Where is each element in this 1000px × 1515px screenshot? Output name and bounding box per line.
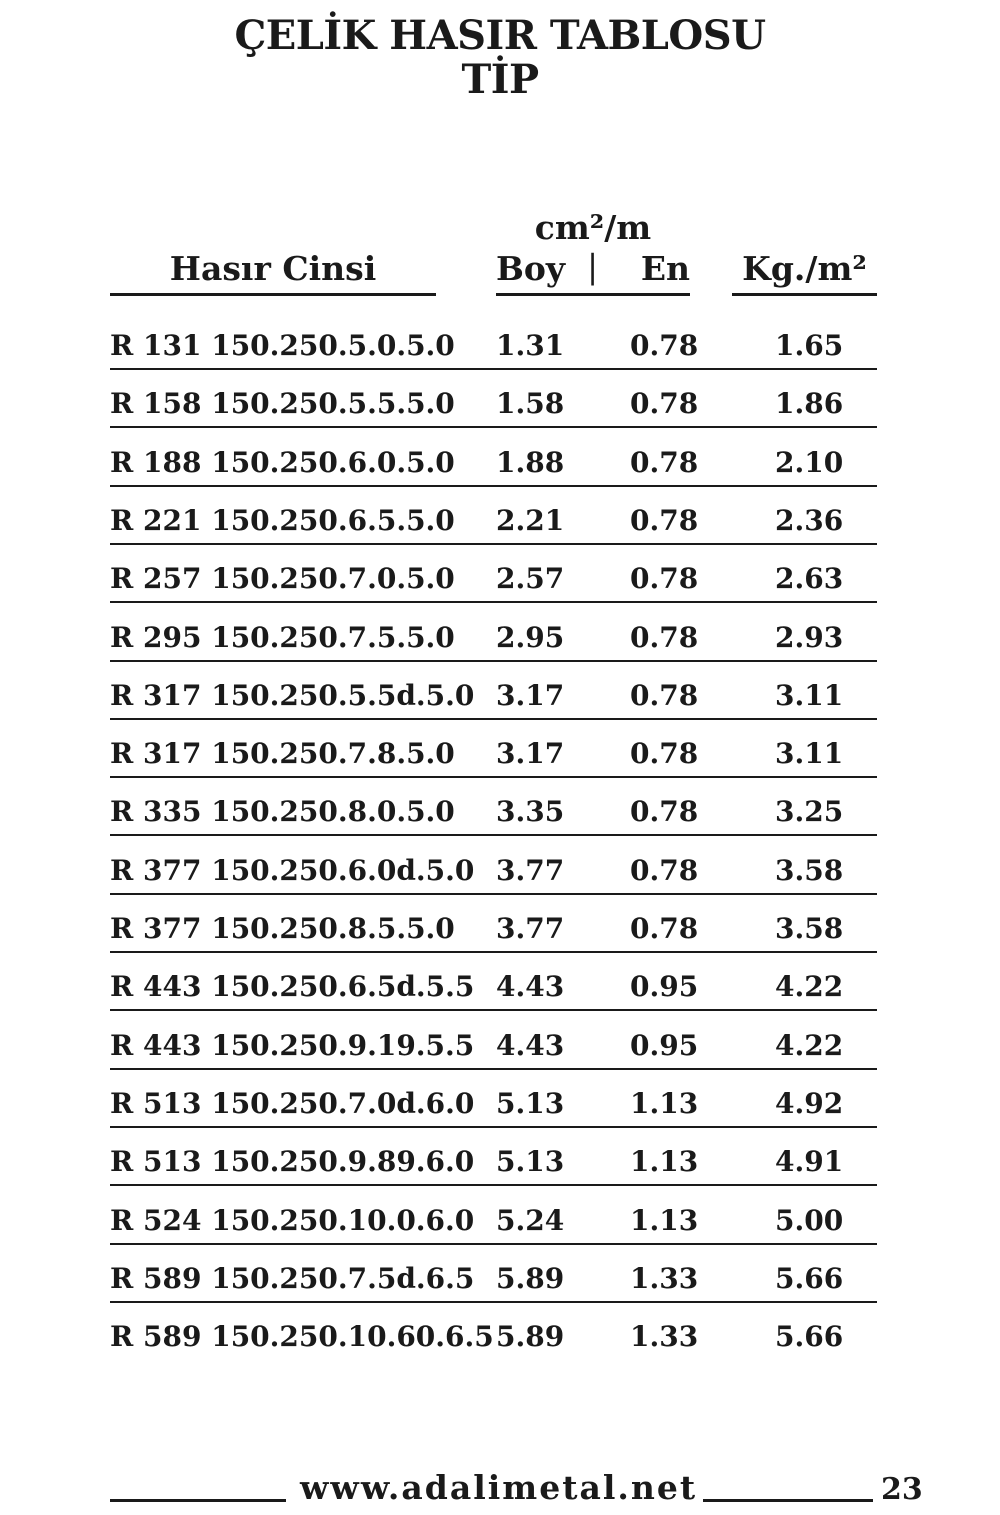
cell-type-name: R 513 150.250.9.89.6.0 — [110, 1145, 475, 1179]
cell-type-name: R 257 150.250.7.0.5.0 — [110, 562, 455, 596]
cell-en: 0.78 — [630, 329, 699, 362]
cell-en: 0.78 — [630, 620, 699, 654]
cell-boy: 3.77 — [496, 853, 565, 887]
column-header-kg: Kg./m² — [742, 249, 867, 288]
unit-label: cm²/m — [534, 208, 652, 247]
table-row — [0, 433, 1000, 491]
row-divider — [110, 660, 877, 662]
table-row — [0, 666, 1000, 724]
table-row — [0, 1132, 1000, 1190]
table-row — [0, 1307, 1000, 1365]
cell-boy: 3.35 — [496, 795, 565, 829]
table-row — [0, 899, 1000, 957]
cell-boy: 5.89 — [496, 1320, 565, 1354]
cell-kg: 3.58 — [775, 853, 844, 887]
website-url: www.adalimetal.net — [300, 1468, 698, 1507]
cell-kg: 4.91 — [775, 1145, 844, 1179]
cell-type-name: R 513 150.250.7.0d.6.0 — [110, 1086, 475, 1120]
row-divider — [110, 1009, 877, 1011]
row-divider — [110, 834, 877, 836]
cell-boy: 5.89 — [496, 1261, 565, 1295]
table-row — [0, 841, 1000, 899]
cell-boy: 1.31 — [496, 329, 565, 362]
cell-boy: 4.43 — [496, 1028, 565, 1062]
cell-en: 1.33 — [630, 1261, 699, 1295]
table-row — [0, 608, 1000, 666]
cell-boy: 3.17 — [496, 737, 565, 771]
cell-en: 0.78 — [630, 912, 699, 945]
cell-type-name: R 443 150.250.9.19.5.5 — [110, 1028, 475, 1062]
cell-kg: 5.00 — [775, 1203, 844, 1237]
row-divider — [110, 893, 877, 895]
cell-type-name: R 317 150.250.7.8.5.0 — [110, 737, 455, 771]
table-row — [0, 491, 1000, 549]
column-header-separator: | — [587, 247, 599, 286]
table-row — [0, 1074, 1000, 1132]
cell-type-name: R 443 150.250.6.5d.5.5 — [110, 970, 475, 1004]
cell-kg: 1.86 — [775, 387, 844, 421]
column-header-type: Hasır Cinsi — [169, 249, 377, 288]
cell-boy: 5.24 — [496, 1203, 565, 1237]
table-row — [0, 374, 1000, 432]
cell-boy: 5.13 — [496, 1145, 565, 1179]
table-row — [0, 1016, 1000, 1074]
cell-type-name: R 377 150.250.6.0d.5.0 — [110, 853, 475, 887]
cell-type-name: R 221 150.250.6.5.5.0 — [110, 503, 455, 537]
cell-en: 0.95 — [630, 970, 699, 1004]
cell-kg: 2.93 — [775, 620, 844, 654]
table-row — [0, 1191, 1000, 1249]
cell-kg: 3.11 — [775, 737, 844, 771]
cell-en: 0.78 — [630, 503, 699, 537]
page-subtitle: TİP — [461, 56, 539, 103]
cell-kg: 4.22 — [775, 1028, 844, 1062]
cell-type-name: R 317 150.250.5.5d.5.0 — [110, 678, 475, 712]
row-divider — [110, 776, 877, 778]
row-divider — [110, 1126, 877, 1128]
row-divider — [110, 368, 877, 370]
footer-rule-left — [110, 1499, 286, 1502]
footer-rule-right — [703, 1499, 873, 1502]
cell-kg: 3.25 — [775, 795, 844, 829]
cell-type-name: R 335 150.250.8.0.5.0 — [110, 795, 455, 829]
cell-type-name: R 295 150.250.7.5.5.0 — [110, 620, 455, 654]
row-divider — [110, 1301, 877, 1303]
cell-kg: 5.66 — [775, 1320, 844, 1354]
cell-type-name: R 188 150.250.6.0.5.0 — [110, 445, 455, 479]
cell-kg: 5.66 — [775, 1261, 844, 1295]
table-row — [0, 957, 1000, 1015]
cell-type-name: R 377 150.250.8.5.5.0 — [110, 912, 455, 945]
cell-en: 1.13 — [630, 1145, 699, 1179]
row-divider — [110, 951, 877, 953]
cell-boy: 2.21 — [496, 503, 565, 537]
cell-kg: 3.11 — [775, 678, 844, 712]
cell-type-name: R 589 150.250.10.60.6.5 — [110, 1320, 494, 1354]
cell-type-name: R 131 150.250.5.0.5.0 — [110, 329, 455, 362]
cell-kg: 2.63 — [775, 562, 844, 596]
column-header-en: En — [640, 249, 690, 288]
cell-en: 1.13 — [630, 1086, 699, 1120]
cell-en: 0.78 — [630, 387, 699, 421]
table-row — [0, 724, 1000, 782]
cell-kg: 1.65 — [775, 329, 844, 362]
row-divider — [110, 543, 877, 545]
cell-boy: 2.57 — [496, 562, 565, 596]
cell-type-name: R 524 150.250.10.0.6.0 — [110, 1203, 475, 1237]
cell-en: 0.78 — [630, 737, 699, 771]
cell-en: 0.78 — [630, 678, 699, 712]
cell-kg: 4.92 — [775, 1086, 844, 1120]
cell-boy: 1.88 — [496, 445, 565, 479]
cell-en: 0.78 — [630, 562, 699, 596]
table-row — [0, 782, 1000, 840]
row-divider — [110, 1068, 877, 1070]
page-number: 23 — [881, 1472, 923, 1507]
row-divider — [110, 1243, 877, 1245]
row-divider — [110, 718, 877, 720]
cell-kg: 4.22 — [775, 970, 844, 1004]
row-divider — [110, 485, 877, 487]
cell-en: 0.78 — [630, 795, 699, 829]
cell-type-name: R 158 150.250.5.5.5.0 — [110, 387, 455, 421]
table-row — [0, 549, 1000, 607]
cell-en: 0.78 — [630, 853, 699, 887]
cell-en: 0.78 — [630, 445, 699, 479]
cell-boy: 4.43 — [496, 970, 565, 1004]
cell-boy: 3.17 — [496, 678, 565, 712]
page-title: ÇELİK HASIR TABLOSU — [234, 12, 766, 59]
cell-kg: 2.36 — [775, 503, 844, 537]
cell-boy: 2.95 — [496, 620, 565, 654]
cell-boy: 1.58 — [496, 387, 565, 421]
cell-en: 0.95 — [630, 1028, 699, 1062]
row-divider — [110, 1184, 877, 1186]
row-divider — [110, 426, 877, 428]
cell-en: 1.13 — [630, 1203, 699, 1237]
column-header-boy: Boy — [496, 249, 566, 288]
cell-en: 1.33 — [630, 1320, 699, 1354]
cell-boy: 3.77 — [496, 912, 565, 945]
table-row — [0, 316, 1000, 374]
cell-boy: 5.13 — [496, 1086, 565, 1120]
cell-kg: 2.10 — [775, 445, 844, 479]
cell-kg: 3.58 — [775, 912, 844, 945]
cell-type-name: R 589 150.250.7.5d.6.5 — [110, 1261, 475, 1295]
table-row — [0, 1249, 1000, 1307]
row-divider — [110, 601, 877, 603]
